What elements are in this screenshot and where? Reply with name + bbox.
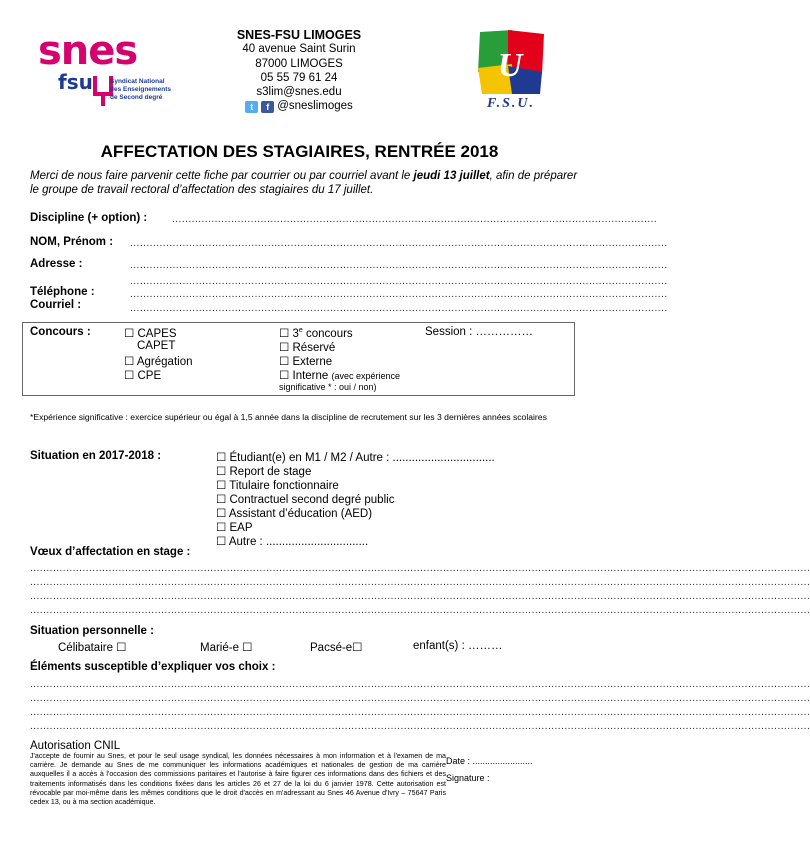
voeux-label: Vœux d’affectation en stage : xyxy=(30,546,191,558)
cpe-checkbox[interactable]: ☐ CPE xyxy=(124,370,162,382)
elements-line-2[interactable]: .............................................................................................................................................................................................................................................. xyxy=(30,693,810,704)
snes-tagline-2: des Enseignements xyxy=(110,86,172,93)
pacse-checkbox[interactable]: Pacsé-e☐ xyxy=(310,642,363,654)
situation-contractuel[interactable]: ☐ Contractuel second degré public xyxy=(216,494,395,506)
telephone-input[interactable]: .................................................................................................................................................................... xyxy=(130,289,668,300)
situation-report[interactable]: ☐ Report de stage xyxy=(216,466,312,478)
enfants-field[interactable]: enfant(s) : ……… xyxy=(413,640,503,652)
cnil-body: J'accepte de fournir au Snes, et pour le seul usage syndical, les données nécessaires à mon information et à l'examen de ma carrière. Je demande au Snes de me communiquer les informations académiques et nationales de gestion de ma carrière auxquelles il a accès à l'occasion des commissions paritaires et l'autorise à faire figurer ces informations dans des fichiers et des traitements informatisés dans les conditions fixées dans les articles 26 et 27 de la loi du 6 janvier 1978. Cette autorisation est révocable par moi-même dans les mêmes conditions que le droit d'accès en m'adressant au Snes 46 Avenue d'Ivry – 75647 Paris cedex 13, ou à ma section académique. xyxy=(30,752,446,807)
twitter-icon: t xyxy=(245,101,258,113)
org-name: SNES-FSU LIMOGES xyxy=(236,28,362,42)
intro-text: Merci de nous faire parvenir cette fiche par courrier ou par courriel avant le jeudi 13 juillet, afin de préparer le groupe de travail rectoral d’affectation des stagiaires du 17 juillet. xyxy=(30,170,578,196)
elements-line-4[interactable]: .............................................................................................................................................................................................................................................. xyxy=(30,721,810,732)
situation-etudiant[interactable]: ☐ Étudiant(e) en M1 / M2 / Autre : ................................ xyxy=(216,452,495,464)
troisieme-concours-checkbox[interactable]: ☐ 3e concours xyxy=(279,327,353,340)
capes-checkbox[interactable]: ☐ CAPES xyxy=(124,328,177,340)
phone: 05 55 79 61 24 xyxy=(260,71,338,84)
reserve-checkbox[interactable]: ☐ Réservé xyxy=(279,342,336,354)
discipline-label: Discipline (+ option) : xyxy=(30,212,148,224)
agregation-checkbox[interactable]: ☐ Agrégation xyxy=(124,356,193,368)
date-field[interactable]: Date : ........................ xyxy=(446,756,533,766)
snes-logo-word: snes xyxy=(38,28,138,74)
fsu-logo-text: F.S.U. xyxy=(487,96,535,111)
situation-titulaire[interactable]: ☐ Titulaire fonctionnaire xyxy=(216,480,339,492)
telephone-label: Téléphone : xyxy=(30,286,95,298)
email: s3lim@snes.edu xyxy=(256,86,342,99)
externe-checkbox[interactable]: ☐ Externe xyxy=(279,356,333,368)
elements-line-1[interactable]: .............................................................................................................................................................................................................................................. xyxy=(30,679,810,690)
interne-note-2: significative * : oui / non) xyxy=(279,382,377,392)
social-row xyxy=(212,99,386,113)
elements-label: Éléments susceptible d’expliquer vos choix : xyxy=(30,661,276,673)
voeux-line-1[interactable]: .............................................................................................................................................................................................................................................. xyxy=(30,563,810,574)
cnil-title: Autorisation CNIL xyxy=(30,740,121,752)
situation-autre[interactable]: ☐ Autre : ................................ xyxy=(216,536,369,548)
interne-checkbox[interactable]: ☐ Interne (avec expérience xyxy=(279,370,401,382)
facebook-icon: f xyxy=(261,101,274,113)
snes-tagline-1: Syndicat National xyxy=(110,78,165,85)
elements-line-3[interactable]: .............................................................................................................................................................................................................................................. xyxy=(30,707,810,718)
footnote: *Expérience significative : exercice supérieur ou égal à 1,5 année dans la discipline de recrutement sur les 3 dernières années scolaires xyxy=(30,412,547,422)
concours-label: Concours : xyxy=(30,326,91,338)
courriel-input[interactable]: .................................................................................................................................................................... xyxy=(130,303,668,314)
snes-logo-fsu: fsu xyxy=(58,70,93,94)
discipline-input[interactable]: .................................................................................................................................................... xyxy=(172,214,658,225)
perso-label: Situation personnelle : xyxy=(30,625,154,637)
page-title: AFFECTATION DES STAGIAIRES, RENTRÉE 2018 xyxy=(100,142,499,161)
nom-input[interactable]: .................................................................................................................................................................... xyxy=(130,238,668,249)
situation-aed[interactable]: ☐ Assistant d’éducation (AED) xyxy=(216,508,373,520)
snes-tagline-3: de Second degré xyxy=(110,94,163,101)
courriel-label: Courriel : xyxy=(30,299,82,311)
marie-checkbox[interactable]: Marié-e ☐ xyxy=(200,642,253,654)
fsu-logo-letter: U xyxy=(497,47,523,84)
address-line1: 40 avenue Saint Surin xyxy=(242,43,356,56)
address-block xyxy=(212,28,386,114)
social-handle: @sneslimoges xyxy=(277,100,353,113)
capet-option[interactable]: CAPET xyxy=(137,340,176,352)
interne-note: (avec expérience xyxy=(331,371,401,381)
address-line2: 87000 LIMOGES xyxy=(255,57,343,70)
adresse-input-2[interactable]: .................................................................................................................................................................... xyxy=(130,276,668,287)
voeux-line-2[interactable]: .............................................................................................................................................................................................................................................. xyxy=(30,577,810,588)
situation-eap[interactable]: ☐ EAP xyxy=(216,522,253,534)
celibataire-checkbox[interactable]: Célibataire ☐ xyxy=(58,642,127,654)
voeux-line-3[interactable]: .............................................................................................................................................................................................................................................. xyxy=(30,591,810,602)
deadline: jeudi 13 juillet xyxy=(413,170,490,182)
adresse-input-1[interactable]: .................................................................................................................................................................... xyxy=(130,260,668,271)
session-field[interactable]: Session : …………… xyxy=(425,326,533,338)
signature-field[interactable]: Signature : xyxy=(446,773,490,783)
voeux-line-4[interactable]: .............................................................................................................................................................................................................................................. xyxy=(30,605,810,616)
nom-label: NOM, Prénom : xyxy=(30,236,114,248)
adresse-label: Adresse : xyxy=(30,258,83,270)
situation-label: Situation en 2017-2018 : xyxy=(30,450,162,462)
